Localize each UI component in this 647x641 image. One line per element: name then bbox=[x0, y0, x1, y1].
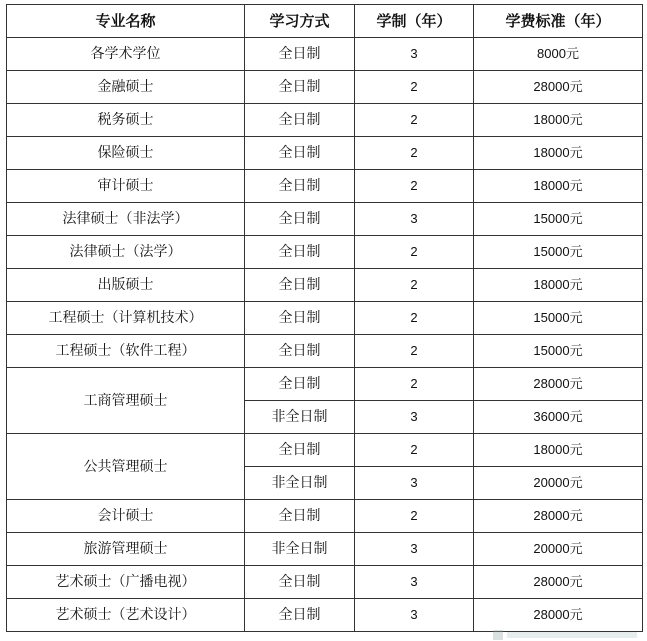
tuition-cell: 28000元 bbox=[474, 71, 643, 104]
tuition-cell: 18000元 bbox=[474, 434, 643, 467]
tuition-cell: 28000元 bbox=[474, 599, 643, 632]
header-tuition: 学费标准（年） bbox=[474, 5, 643, 38]
major-name-cell: 工程硕士（软件工程） bbox=[7, 335, 245, 368]
study-mode-cell: 全日制 bbox=[245, 170, 355, 203]
major-name-cell: 会计硕士 bbox=[7, 500, 245, 533]
study-mode-cell: 全日制 bbox=[245, 599, 355, 632]
tuition-cell: 18000元 bbox=[474, 170, 643, 203]
tuition-cell: 28000元 bbox=[474, 368, 643, 401]
major-name-cell: 保险硕士 bbox=[7, 137, 245, 170]
study-mode-cell: 全日制 bbox=[245, 137, 355, 170]
study-mode-cell: 全日制 bbox=[245, 302, 355, 335]
study-mode-cell: 非全日制 bbox=[245, 401, 355, 434]
table-row bbox=[7, 203, 643, 236]
duration-cell: 3 bbox=[355, 38, 474, 71]
tuition-fee-table bbox=[6, 4, 643, 632]
table-row bbox=[7, 269, 643, 302]
duration-cell: 2 bbox=[355, 104, 474, 137]
study-mode-cell: 全日制 bbox=[245, 368, 355, 401]
study-mode-cell: 全日制 bbox=[245, 203, 355, 236]
table-body bbox=[7, 38, 643, 632]
study-mode-cell: 全日制 bbox=[245, 434, 355, 467]
major-name-cell: 税务硕士 bbox=[7, 104, 245, 137]
tuition-cell: 15000元 bbox=[474, 335, 643, 368]
tuition-cell: 15000元 bbox=[474, 203, 643, 236]
duration-cell: 2 bbox=[355, 335, 474, 368]
major-name-cell: 各学术学位 bbox=[7, 38, 245, 71]
study-mode-cell: 全日制 bbox=[245, 236, 355, 269]
table-row bbox=[7, 302, 643, 335]
tuition-cell: 8000元 bbox=[474, 38, 643, 71]
duration-cell: 3 bbox=[355, 467, 474, 500]
duration-cell: 3 bbox=[355, 599, 474, 632]
tuition-cell: 36000元 bbox=[474, 401, 643, 434]
major-name-cell: 艺术硕士（艺术设计） bbox=[7, 599, 245, 632]
major-name-cell: 金融硕士 bbox=[7, 71, 245, 104]
table-row bbox=[7, 71, 643, 104]
watermark-logo bbox=[493, 627, 643, 641]
table-row bbox=[7, 335, 643, 368]
duration-cell: 2 bbox=[355, 368, 474, 401]
table-row bbox=[7, 566, 643, 599]
table-row bbox=[7, 500, 643, 533]
study-mode-cell: 全日制 bbox=[245, 566, 355, 599]
study-mode-cell: 非全日制 bbox=[245, 533, 355, 566]
duration-cell: 2 bbox=[355, 236, 474, 269]
duration-cell: 2 bbox=[355, 170, 474, 203]
table-row bbox=[7, 236, 643, 269]
duration-cell: 3 bbox=[355, 401, 474, 434]
tuition-cell: 28000元 bbox=[474, 500, 643, 533]
table-row bbox=[7, 533, 643, 566]
tuition-cell: 18000元 bbox=[474, 137, 643, 170]
tuition-cell: 28000元 bbox=[474, 566, 643, 599]
table-row bbox=[7, 368, 643, 401]
study-mode-cell: 非全日制 bbox=[245, 467, 355, 500]
study-mode-cell: 全日制 bbox=[245, 104, 355, 137]
duration-cell: 3 bbox=[355, 566, 474, 599]
table-row bbox=[7, 170, 643, 203]
major-name-cell: 法律硕士（非法学） bbox=[7, 203, 245, 236]
major-name-cell: 审计硕士 bbox=[7, 170, 245, 203]
table-row bbox=[7, 104, 643, 137]
tuition-cell: 15000元 bbox=[474, 236, 643, 269]
study-mode-cell: 全日制 bbox=[245, 38, 355, 71]
tuition-cell: 18000元 bbox=[474, 269, 643, 302]
duration-cell: 3 bbox=[355, 533, 474, 566]
duration-cell: 2 bbox=[355, 302, 474, 335]
major-name-cell: 工商管理硕士 bbox=[7, 368, 245, 434]
tuition-cell: 20000元 bbox=[474, 533, 643, 566]
tuition-cell: 18000元 bbox=[474, 104, 643, 137]
study-mode-cell: 全日制 bbox=[245, 71, 355, 104]
duration-cell: 2 bbox=[355, 434, 474, 467]
header-duration: 学制（年） bbox=[355, 5, 474, 38]
table-row bbox=[7, 137, 643, 170]
header-row bbox=[7, 5, 643, 38]
study-mode-cell: 全日制 bbox=[245, 335, 355, 368]
header-major-name: 专业名称 bbox=[7, 5, 245, 38]
study-mode-cell: 全日制 bbox=[245, 269, 355, 302]
major-name-cell: 艺术硕士（广播电视） bbox=[7, 566, 245, 599]
study-mode-cell: 全日制 bbox=[245, 500, 355, 533]
major-name-cell: 工程硕士（计算机技术） bbox=[7, 302, 245, 335]
duration-cell: 2 bbox=[355, 500, 474, 533]
duration-cell: 2 bbox=[355, 71, 474, 104]
major-name-cell: 出版硕士 bbox=[7, 269, 245, 302]
major-name-cell: 法律硕士（法学） bbox=[7, 236, 245, 269]
duration-cell: 3 bbox=[355, 203, 474, 236]
duration-cell: 2 bbox=[355, 269, 474, 302]
major-name-cell: 公共管理硕士 bbox=[7, 434, 245, 500]
tuition-cell: 20000元 bbox=[474, 467, 643, 500]
header-study-mode: 学习方式 bbox=[245, 5, 355, 38]
major-name-cell: 旅游管理硕士 bbox=[7, 533, 245, 566]
table-row bbox=[7, 38, 643, 71]
tuition-cell: 15000元 bbox=[474, 302, 643, 335]
duration-cell: 2 bbox=[355, 137, 474, 170]
table-row bbox=[7, 434, 643, 467]
